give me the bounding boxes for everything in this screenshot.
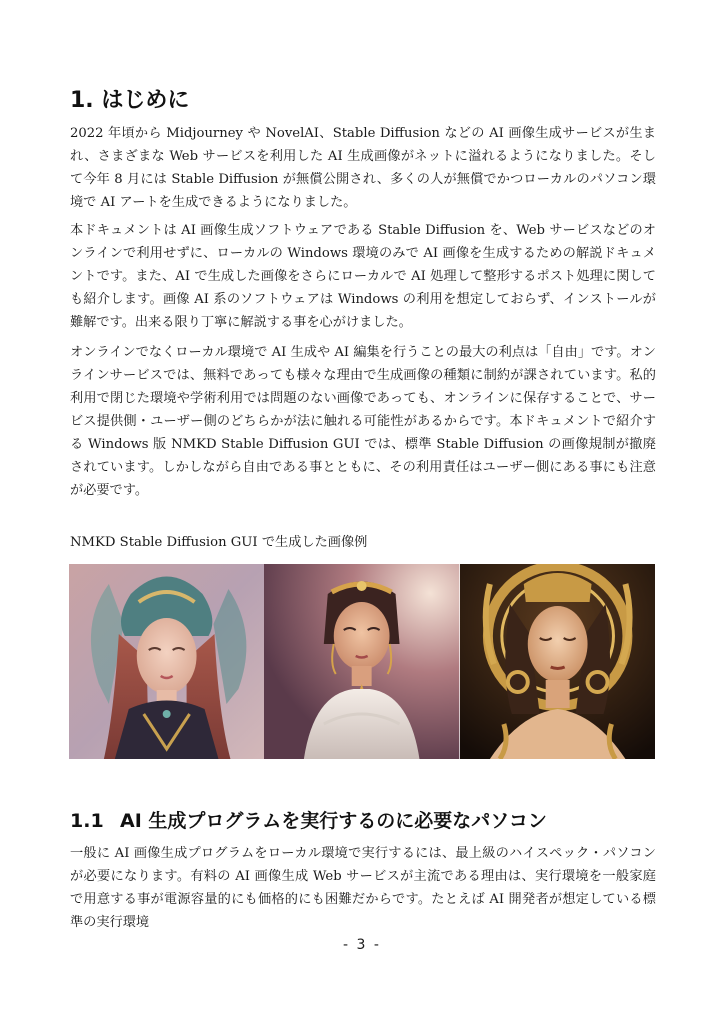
intro-paragraph-1: 2022 年頃から Midjourney や NovelAI、Stable Diffusion などの AI 画像生成サービスが生まれ、さまざまな Web サービスを利用した AI 生成画像がネットに溢れるようになりました。そして今年 8 月には Stable Diffusion が無償公開され、多くの人が無償でかつローカルのパソコン環境で AI アートを生成できるようになりました。 bbox=[70, 126, 656, 210]
intro-paragraph-2: 本ドキュメントは AI 画像生成ソフトウェアである Stable Diffusion を、Web サービスなどのオンラインで利用せずに、ローカルの Windows 環境のみで AI 画像を生成するための解説ドキュメントです。また、AI で生成した画像をさらにローカルで AI 処理して整形するポスト処理に関しても紹介します。画像 AI 系のソフトウェアは Windows の利用を想定しておらず、インストールが難解です。出来る限り丁寧に解説する事を心がけました。 bbox=[70, 223, 656, 330]
subsection-title: AI 生成プログラムを実行するのに必要なパソコン bbox=[120, 810, 547, 832]
intro-paragraph-3: オンラインでなくローカル環境で AI 生成や AI 編集を行うことの最大の利点は「自由」です。オンラインサービスでは、無料であっても様々な理由で生成画像の種類に制約が課されています。私的利用で閉じた環境や学術利用では問題のない画像であっても、オンラインに保存することで、サービス提供側・ユーザー側のどちらかが法に触れる可能性があるからです。本ドキュメントで紹介する Windows 版 NMKD Stable Diffusion GUI では、標準 Stable Diffusion の画像規制が撤廃されています。しかしながら自由である事とともに、その利用責任はユーザー側にある事にも注意が必要です。 bbox=[70, 345, 656, 498]
section-heading: 1. はじめに bbox=[70, 88, 190, 113]
generated-image-1 bbox=[69, 564, 264, 759]
page-number: - 3 - bbox=[343, 937, 381, 953]
generated-image-2 bbox=[264, 564, 459, 759]
subsection-paragraph: 一般に AI 画像生成プログラムをローカル環境で実行するには、最上級のハイスペック・パソコンが必要になります。有料の AI 画像生成 Web サービスが主流である理由は、実行環境を一般家庭で用意する事が電源容量的にも価格的にも困難だからです。たとえば AI 開発者が想定している標準の実行環境 bbox=[70, 846, 656, 930]
subsection-number: 1.1 bbox=[70, 810, 104, 832]
generated-image-gallery bbox=[69, 564, 655, 759]
subsection-heading bbox=[70, 806, 547, 836]
generated-image-3 bbox=[460, 564, 655, 759]
figure-caption: NMKD Stable Diffusion GUI で生成した画像例 bbox=[70, 535, 368, 550]
